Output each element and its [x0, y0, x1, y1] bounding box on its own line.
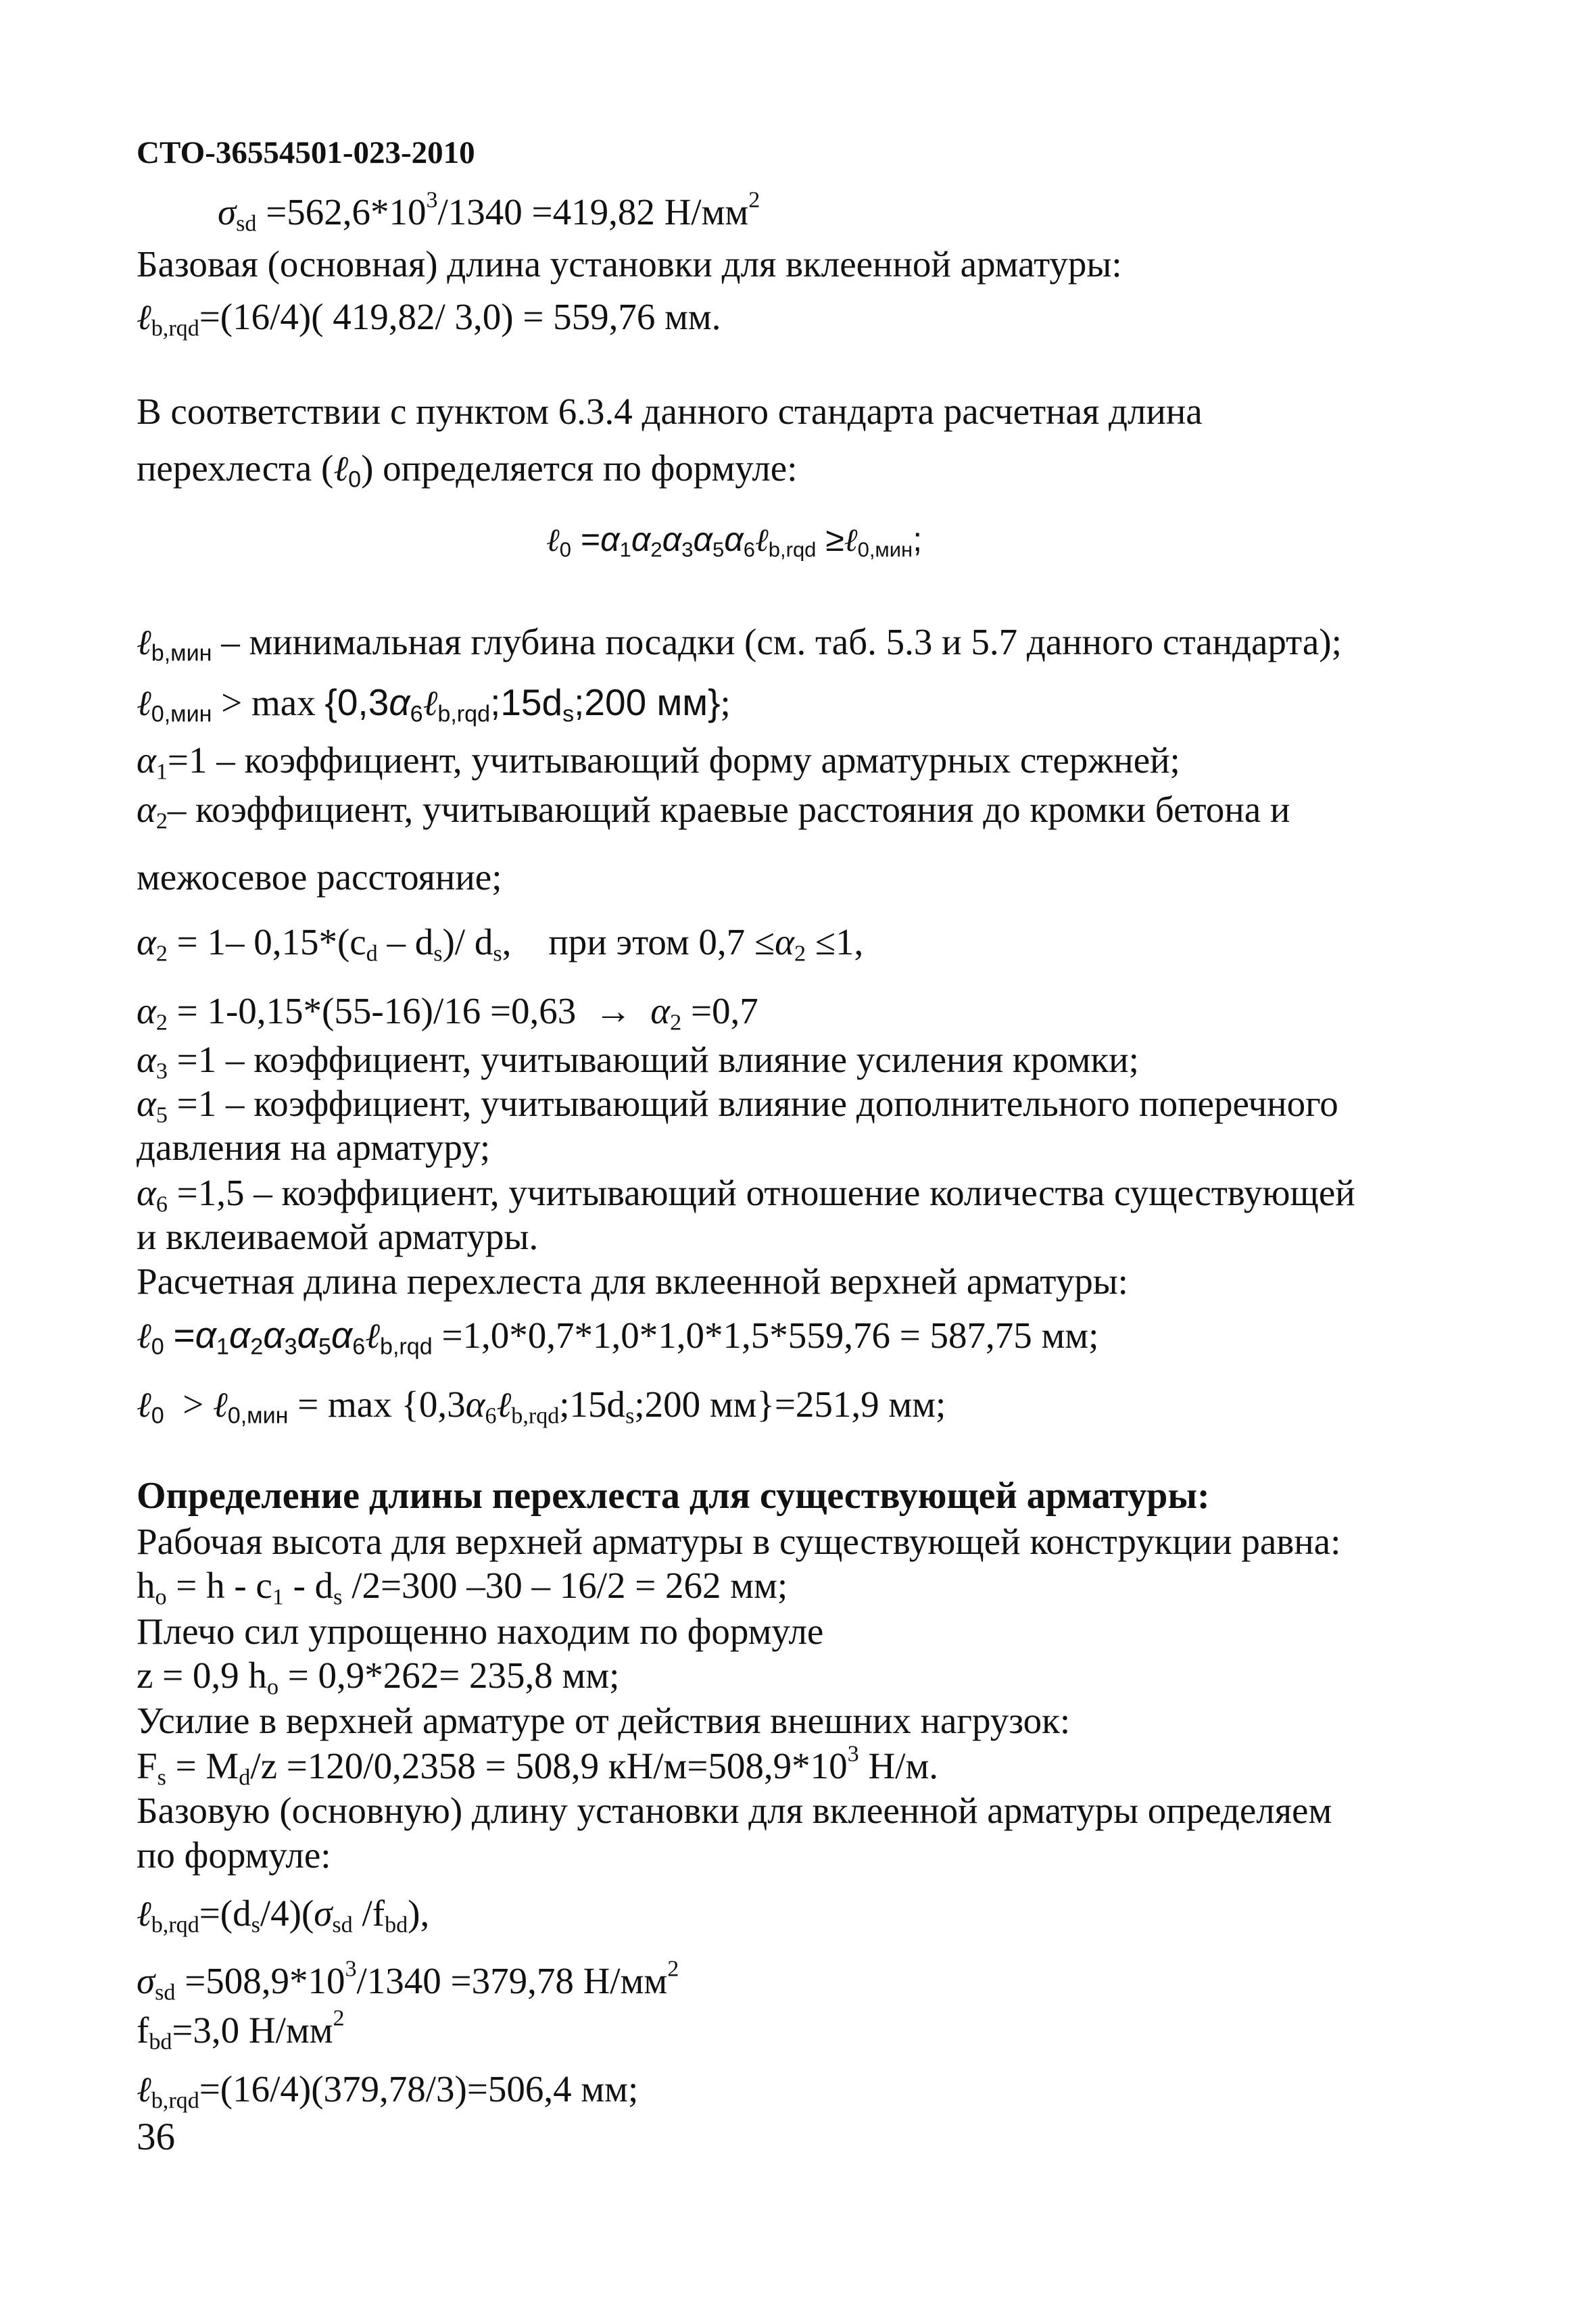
- formula-sigma-sd-top: $\sigma_{sd} =562,6*10^3/1340 =419,82$ $Н/мм^2$: [218, 187, 760, 237]
- definition-alpha2-line2: межосевое расстояние;: [137, 856, 502, 898]
- document-code-header: СТО-36554501-023-2010: [137, 135, 475, 170]
- formula-z-calc: z = 0,9 $h_o = 0,9*262= 235,8$ мм;: [137, 1655, 620, 1700]
- definition-alpha6-line1: $\alpha_6 =1,5$ – коэффициент, учитывающий отношение количества существующей: [137, 1172, 1355, 1217]
- formula-l0-check: ℓ$_0$ > ℓ$_{0,мин}$ = $\max \{0,3\alpha_6\ell_{b,rqd};15d_s;200$ мм}=251,9 мм;: [137, 1384, 946, 1429]
- formula-alpha2-calc: $\alpha_2 = 1-0,15*(55-16)/16 =0,63 \to \alpha_2 =0,7$: [137, 990, 758, 1035]
- formula-main-overlap-length: ℓ$_0$ $=\alpha_1\alpha_2\alpha_3\alpha_5\alpha_6\ell_{b,rqd}$ ≥ℓ$_{0,мин}$;: [546, 520, 923, 562]
- text-lever-label: Плечо сил упрощенно находим по формуле: [137, 1611, 824, 1652]
- formula-lb-rqd-final: ℓ$_{b,rqd}$=(16/4)(379,78/3)=506,4 мм;: [137, 2068, 639, 2114]
- definition-alpha2-line1: $\alpha_2-$ коэффициент, учитывающий краевые расстояния до кромки бетона и: [137, 789, 1290, 834]
- formula-h0-calc: $h_o = h - c_1 - d_s$ /2=300 –30 – 16/2 = 262 мм;: [137, 1565, 788, 1610]
- formula-l0-calc: ℓ$_0$ $=\alpha_1\alpha_2\alpha_3\alpha_5\alpha_6\ell_{b,rqd} =1,0*0,7*1,0*1,0*1,5*559,76 = 587,75$ мм;: [137, 1314, 1099, 1360]
- text-calc-length-label: Расчетная длина перехлеста для вклеенной верхней арматуры:: [137, 1261, 1128, 1302]
- definition-alpha6-line2: и вклеиваемой арматуры.: [137, 1216, 539, 1257]
- text-base-length-label2-line2: по формуле:: [137, 1834, 331, 1876]
- text-base-length-label: Базовая (основная) длина установки для вклеенной арматуры:: [137, 243, 1122, 285]
- page-number: 36: [137, 2116, 175, 2158]
- formula-fbd: $f_{bd}=3,0$ $Н/мм^2$: [137, 2005, 345, 2055]
- paragraph-line-1: В соответствии с пунктом 6.3.4 данного стандарта расчетная длина: [137, 391, 1203, 432]
- formula-lb-rqd-value: ℓ$_{b,rqd}$=(16/4)( 419,82/ 3,0) = 559,76 мм.: [137, 296, 721, 341]
- formula-sigma-sd-bottom: $\sigma_{sd} =508,9*10^3/1340 =379,78$ $Н/мм^2$: [137, 1956, 679, 2005]
- section-heading: Определение длины перехлеста для существующей арматуры:: [137, 1475, 1210, 1517]
- text-force-label: Усилие в верхней арматуре от действия внешних нагрузок:: [137, 1700, 1071, 1741]
- text-base-length-label2-line1: Базовую (основную) длину установки для вклеенной арматуры определяем: [137, 1790, 1332, 1831]
- definition-lb-min: ℓ$_{b,мин}$ – минимальная глубина посадки (см. таб. 5.3 и 5.7 данного стандарта);: [137, 621, 1342, 666]
- definition-alpha5-line2: давления на арматуру;: [137, 1127, 491, 1168]
- definition-alpha5-line1: $\alpha_5 =1$ – коэффициент, учитывающий влияние дополнительного поперечного: [137, 1083, 1338, 1128]
- text-work-height-label: Рабочая высота для верхней арматуры в существующей конструкции равна:: [137, 1521, 1341, 1562]
- formula-lb-rqd: $\ell_{b,rqd}=(d_s/4)(\sigma_{sd}$ $/f_{bd}$),: [137, 1893, 430, 1938]
- formula-alpha2: $\alpha_2 = 1-$ $0,15*(c_d - d_s)/$ $d_s$, при этом $0,7 \le\alpha_2 \le 1$,: [137, 921, 864, 967]
- definition-alpha1: $\alpha_1=1$ – коэффициент, учитывающий форму арматурных стержней;: [137, 739, 1180, 785]
- paragraph-line-2: перехлеста (ℓ$_0$) определяется по формуле:: [137, 447, 798, 493]
- definition-l0-min: ℓ$_{0,мин}$ > $\max \{0,3\alpha_6\ell_{b,rqd};15d_s;200$ мм};: [137, 681, 731, 727]
- formula-fs-calc: $F_s = M_d/z =120/0,2358 = 508,9$ $кН/м=508,9*10^3$ Н/м.: [137, 1741, 938, 1790]
- definition-alpha3: $\alpha_3 =1$ – коэффициент, учитывающий влияние усиления кромки;: [137, 1039, 1139, 1084]
